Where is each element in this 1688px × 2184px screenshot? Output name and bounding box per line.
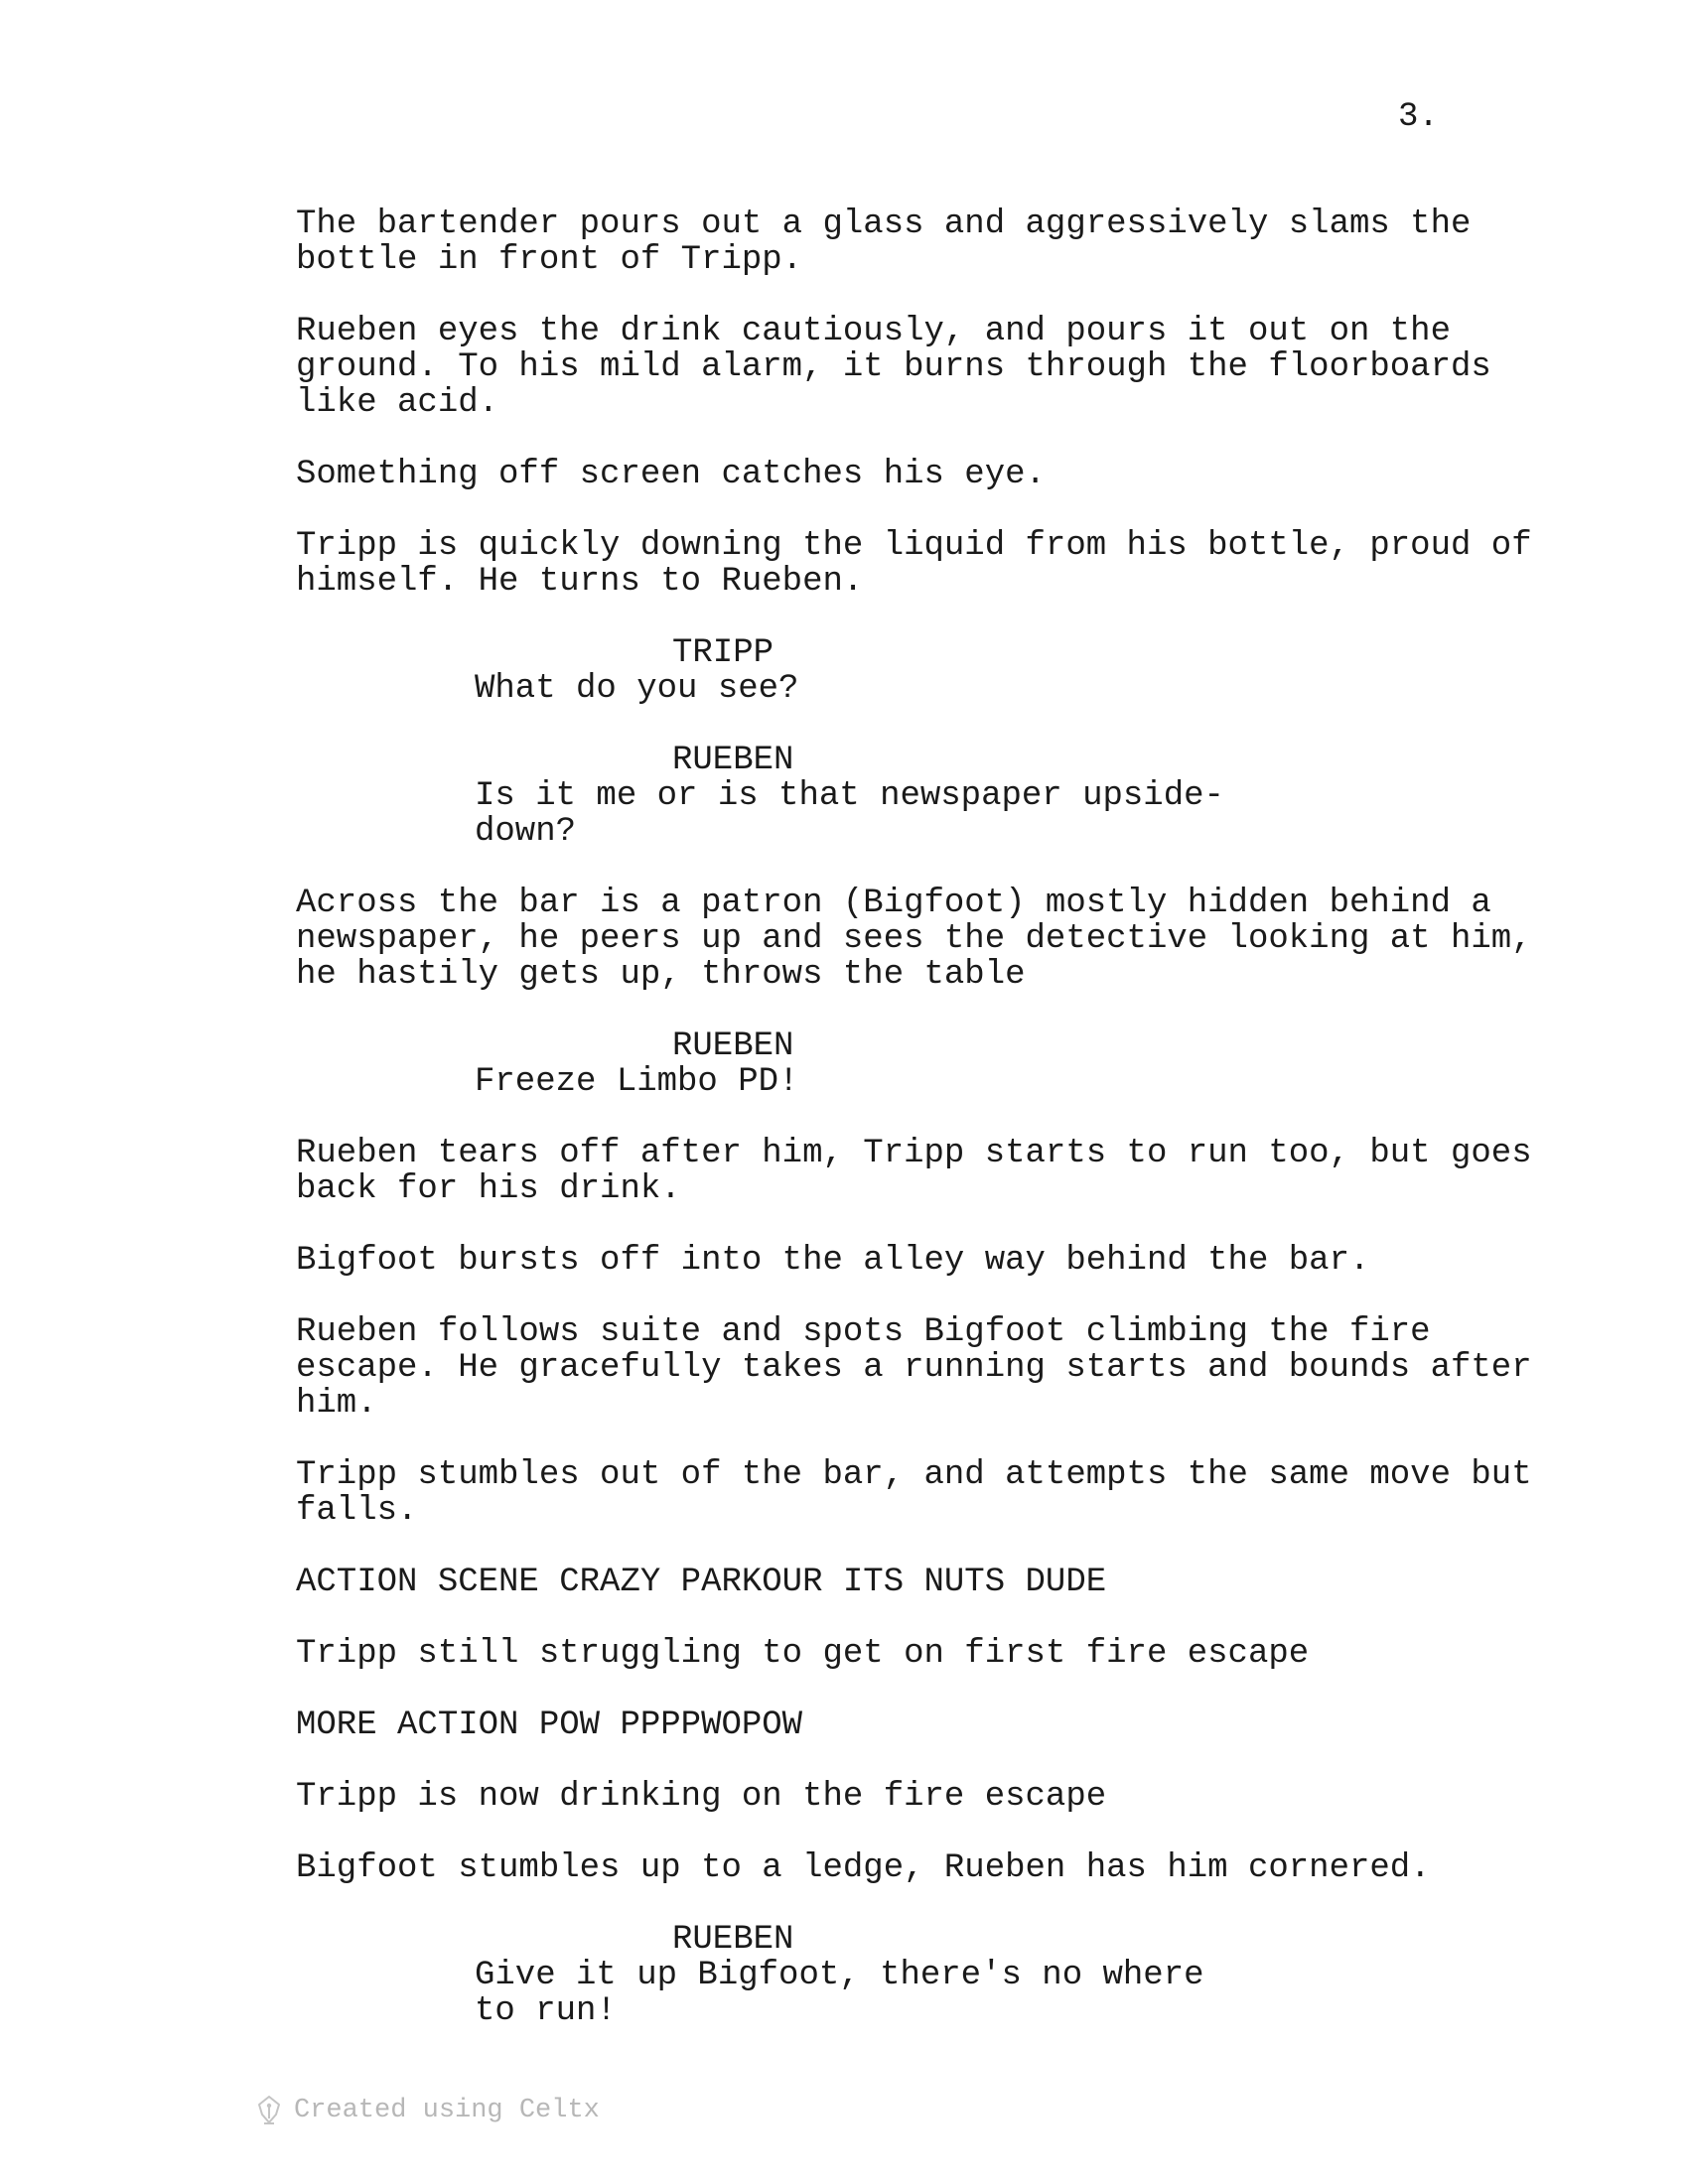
action-line: Rueben tears off after him, Tripp starts to run too, but goes	[296, 1135, 1532, 1172]
action-line: Tripp is quickly downing the liquid from his bottle, proud of	[296, 527, 1532, 565]
character-name: RUEBEN	[672, 1921, 794, 1959]
action-line: Something off screen catches his eye.	[296, 456, 1046, 493]
action-line: like acid.	[296, 384, 499, 422]
action-line: Tripp is now drinking on the fire escape	[296, 1778, 1107, 1816]
character-name: RUEBEN	[672, 742, 794, 779]
action-line: Rueben eyes the drink cautiously, and pours it out on the	[296, 313, 1451, 350]
character-name: RUEBEN	[672, 1027, 794, 1065]
action-line: ground. To his mild alarm, it burns through the floorboards	[296, 348, 1491, 386]
page-number: 3.	[1398, 98, 1439, 136]
footer-watermark	[256, 2091, 600, 2130]
action-line: back for his drink.	[296, 1170, 681, 1208]
action-line: Across the bar is a patron (Bigfoot) mostly hidden behind a	[296, 885, 1491, 922]
action-line: him.	[296, 1385, 377, 1423]
action-line: himself. He turns to Rueben.	[296, 563, 864, 601]
action-line: escape. He gracefully takes a running starts and bounds after	[296, 1349, 1532, 1387]
action-line: Rueben follows suite and spots Bigfoot climbing the fire	[296, 1313, 1431, 1351]
dialogue-line: Is it me or is that newspaper upside-	[475, 777, 1224, 815]
action-line: ACTION SCENE CRAZY PARKOUR ITS NUTS DUDE	[296, 1564, 1107, 1601]
dialogue-line: down?	[475, 813, 577, 851]
dialogue-line: Freeze Limbo PD!	[475, 1063, 799, 1101]
action-line: falls.	[296, 1492, 418, 1530]
action-line: Bigfoot bursts off into the alley way behind the bar.	[296, 1242, 1370, 1280]
action-line: he hastily gets up, throws the table	[296, 956, 1026, 994]
dialogue-line: What do you see?	[475, 670, 799, 708]
action-line: newspaper, he peers up and sees the detective looking at him,	[296, 920, 1532, 958]
action-line: bottle in front of Tripp.	[296, 241, 803, 279]
dialogue-line: Give it up Bigfoot, there's no where	[475, 1957, 1204, 1994]
action-line: Tripp stumbles out of the bar, and attempts the same move but	[296, 1456, 1532, 1494]
action-line: Bigfoot stumbles up to a ledge, Rueben has him cornered.	[296, 1849, 1431, 1887]
dialogue-line: to run!	[475, 1992, 617, 2030]
action-line: MORE ACTION POW PPPPWOPOW	[296, 1706, 803, 1744]
footer-text: Created using Celtx	[294, 2096, 600, 2125]
character-name: TRIPP	[672, 634, 774, 672]
celtx-pen-nib-icon	[256, 2095, 282, 2126]
action-line: Tripp still struggling to get on first fire escape	[296, 1635, 1310, 1673]
action-line: The bartender pours out a glass and aggressively slams the	[296, 205, 1472, 243]
